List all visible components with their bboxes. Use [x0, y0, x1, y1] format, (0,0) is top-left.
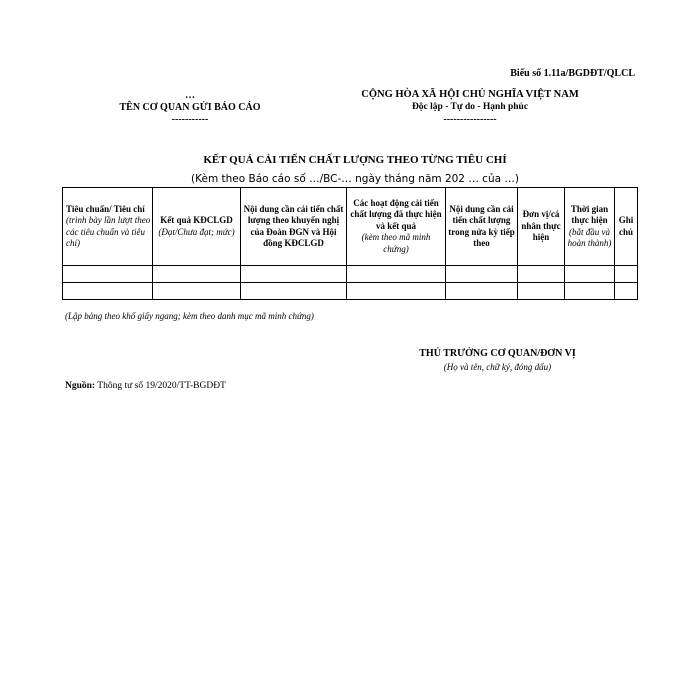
table-cell[interactable]	[446, 266, 518, 283]
column-header-recommended-improvements: Nội dung cần cải tiến chất lượng theo khuyến nghị của Đoàn ĐGN và Hội đồng KĐCLGD	[241, 188, 347, 266]
national-motto: Độc lập - Tự do - Hạnh phúc	[411, 102, 529, 112]
table-cell[interactable]	[615, 266, 638, 283]
table-cell[interactable]	[241, 266, 347, 283]
signature-instructions: (Họ và tên, chữ ký, đóng dấu)	[443, 362, 552, 372]
column-header-criteria: Tiêu chuẩn/ Tiêu chí (trình bày lần lượt theo các tiêu chuẩn và tiêu chí)	[63, 188, 153, 266]
table-cell[interactable]	[565, 266, 615, 283]
table-row	[63, 266, 638, 283]
source-text: Thông tư số 19/2020/TT-BGDĐT	[95, 381, 226, 391]
quality-improvement-table	[62, 187, 638, 300]
column-header-responsible-unit: Đơn vị/cá nhân thực hiện	[518, 188, 565, 266]
agency-divider: -----------	[171, 114, 209, 125]
national-divider: ----------------	[443, 114, 497, 125]
source-label: Nguồn:	[65, 381, 96, 391]
table-cell[interactable]	[63, 283, 153, 300]
column-header-notes: Ghi chú	[615, 188, 638, 266]
column-header-activities-results: Các hoạt động cải tiến chất lượng đã thực hiện và kết quả (kèm theo mã minh chứng)	[347, 188, 446, 266]
column-header-timeline: Thời gian thực hiện (bắt đầu và hoàn thành)	[565, 188, 615, 266]
column-header-next-term-improvements: Nội dung cần cải tiến chất lượng trong nửa kỳ tiếp theo	[446, 188, 518, 266]
agency-placeholder-dots: …	[185, 90, 195, 101]
table-cell[interactable]	[63, 266, 153, 283]
signature-title: THỦ TRƯỞNG CƠ QUAN/ĐƠN VỊ	[419, 348, 576, 359]
table-header-row	[63, 188, 638, 266]
form-code: Biểu số 1.11a/BGDĐT/QLCL	[510, 68, 635, 79]
document-subtitle: (Kèm theo Báo cáo số …/BC-… ngày tháng năm 202 … của …)	[191, 173, 519, 185]
agency-name: TÊN CƠ QUAN GỬI BÁO CÁO	[119, 102, 261, 113]
source-line	[65, 381, 365, 391]
table-cell[interactable]	[347, 266, 446, 283]
table-cell[interactable]	[518, 266, 565, 283]
table-cell[interactable]	[241, 283, 347, 300]
table-cell[interactable]	[565, 283, 615, 300]
national-title: CỘNG HÒA XÃ HỘI CHỦ NGHĨA VIỆT NAM	[361, 89, 579, 100]
table-cell[interactable]	[347, 283, 446, 300]
table-cell[interactable]	[446, 283, 518, 300]
table-cell[interactable]	[518, 283, 565, 300]
layout-note: (Lập bảng theo khổ giấy ngang; kèm theo danh mục mã minh chứng)	[65, 311, 314, 321]
table-cell[interactable]	[153, 283, 241, 300]
table-cell[interactable]	[615, 283, 638, 300]
table-cell[interactable]	[153, 266, 241, 283]
table-row	[63, 283, 638, 300]
document-title: KẾT QUẢ CẢI TIẾN CHẤT LƯỢNG THEO TỪNG TIÊU CHÍ	[203, 154, 507, 166]
column-header-accreditation-result: Kết quả KĐCLGD (Đạt/Chưa đạt; mức)	[153, 188, 241, 266]
